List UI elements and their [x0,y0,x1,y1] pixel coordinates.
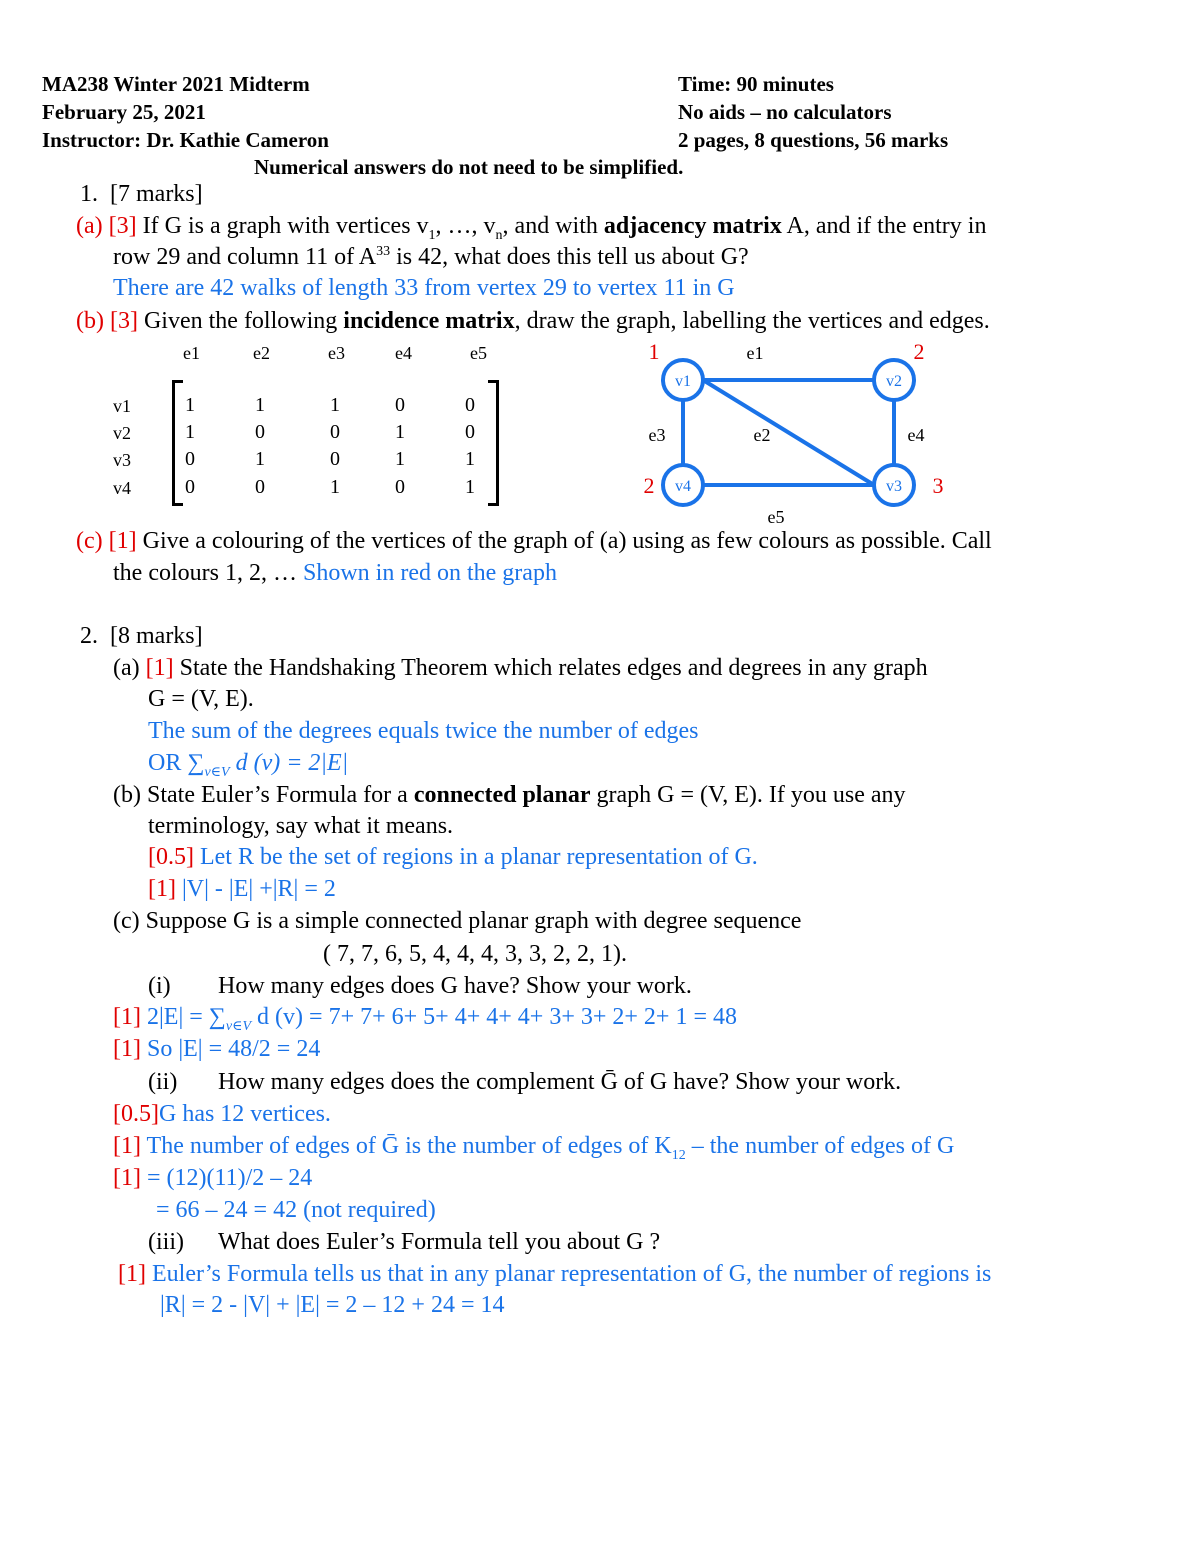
matrix-cell: 1 [330,476,340,498]
graph-drawing [630,335,960,535]
q1a-line2b: is 42, what does this tell us about G? [390,244,749,270]
q2ci-ans1-text: 2|E| = ∑ [140,1004,226,1030]
matrix-col-e5: e5 [470,343,487,363]
q2c-line1 [113,908,801,935]
q2b-bold: connected planar [413,782,591,808]
q1c-marks: [1] [108,528,137,554]
exam-aids: No aids – no calculators [678,100,892,124]
q2cii-ans3: = (12)(11)/2 – 24 [140,1165,313,1191]
q1b-text1: Given the following [143,308,344,334]
matrix-right-bracket [488,380,499,506]
q1b-marks: [3] [109,308,138,334]
q2cii-ans1: G has 12 vertices. [158,1101,331,1127]
edge-label-e3: e3 [648,425,666,445]
edge-e2 [703,380,874,485]
exam-pages: 2 pages, 8 questions, 56 marks [678,128,949,152]
q1a-text3: , and with [502,213,604,239]
matrix-row-v1: v1 [113,396,131,416]
q2a-text: State the Handshaking Theorem which relates edges and degrees in any graph [173,655,928,681]
q2ciii-text: What does Euler’s Formula tell you about G ? [218,1229,661,1255]
vertex-label-v3: v3 [886,478,902,495]
q2cii-ans2-sub: 12 [671,1147,686,1163]
matrix-cell: 0 [330,448,340,470]
q2a-line2: G = (V, E). [148,686,254,712]
q2a-ans2-tail: d (v) = 2|E| [229,750,349,776]
exam-date: February 25, 2021 [42,100,206,124]
q2a-ans2-sub: v∈V [204,764,230,780]
q1c-line2-text: the colours 1, 2, … [113,560,303,586]
colour-v1: 1 [648,339,660,364]
q1a-marks: [3] [108,213,137,239]
q1c-label: (c) [76,528,103,554]
q2ci-ans2: So |E| = 48/2 = 24 [140,1036,321,1062]
q2b-ans2-mark: [1] [148,876,176,902]
matrix-cell: 0 [395,476,405,498]
q1a-text4: A, and if the entry in [781,213,987,239]
q2a-ans2-text: OR ∑ [148,750,205,776]
q2ci-ans1-tail: d (v) = 7+ 7+ 6+ 5+ 4+ 4+ 4+ 3+ 3+ 2+ 2+ 1 = 48 [251,1004,737,1030]
q2cii-answer4: = 66 – 24 = 42 (not required) [156,1197,436,1223]
q2ci-answer2 [113,1036,320,1063]
q2ci-label: (i) [148,973,171,999]
matrix-row-v2: v2 [113,423,131,443]
matrix-row-v4: v4 [113,478,131,498]
q2b-ans1-mark: [0.5] [148,844,194,870]
q1a-line2a: row 29 and column 11 of A [113,244,377,270]
matrix-cell: 0 [185,448,195,470]
q1-heading [80,181,203,208]
q2c-text: Suppose G is a simple connected planar graph with degree sequence [145,908,802,934]
q1a-text2: , …, v [435,213,496,239]
colour-v2: 2 [913,339,925,364]
q1c-line2 [113,560,557,587]
q1a-exponent: 33 [376,244,391,259]
matrix-cell: 1 [185,394,195,416]
matrix-cell: 0 [465,394,475,416]
q1b-line [76,308,990,335]
q1b-text2: , draw the graph, labelling the vertices and edges. [514,308,990,334]
q2ci-ans2-mark: [1] [113,1036,141,1062]
q2b-text2: graph G = (V, E). If you use any [590,782,906,808]
q2ciii-answer2: |R| = 2 - |V| + |E| = 2 – 12 + 24 = 14 [160,1292,505,1318]
edge-label-e5: e5 [767,507,785,527]
q2ci-answer1 [113,1004,737,1035]
matrix-cell: 0 [255,476,265,498]
q1-number: 1. [80,181,98,207]
q1c-text: Give a colouring of the vertices of the graph of (a) using as few colours as possible. Call [142,528,992,554]
matrix-cell: 1 [255,448,265,470]
q2b-line2: terminology, say what it means. [148,813,454,839]
q2cii-label: (ii) [148,1069,178,1095]
q2ci-text: How many edges does G have? Show your work. [218,973,692,999]
edge-label-e2: e2 [753,425,771,445]
matrix-cell: 1 [465,448,475,470]
q2cii-text: How many edges does the complement Ḡ of G have? Show your work. [218,1069,902,1095]
matrix-col-e3: e3 [328,343,345,363]
q2cii-ans2-text: The number of edges of Ḡ is the number of edges of K [140,1133,672,1159]
q1a-answer: There are 42 walks of length 33 from vertex 29 to vertex 11 in G [113,275,735,301]
q2ciii-ans1: Euler’s Formula tells us that in any planar representation of G, the number of regions is [145,1261,992,1287]
q1a-line1: (a) [3] If G is a graph with vertices $v_1$, …, $v_n$, and with adjacency matrix A, and if the entry in [76,213,987,243]
q2cii-answer2 [113,1133,954,1164]
colour-v3: 3 [932,473,944,498]
q2a-answer2 [148,750,348,781]
matrix-cell: 0 [395,394,405,416]
q1c-answer: Shown in red on the graph [302,560,557,586]
q2b-line1 [113,782,906,809]
q2b-text1: State Euler’s Formula for a [146,782,414,808]
matrix-cell: 1 [330,394,340,416]
matrix-cell: 0 [465,421,475,443]
edge-label-e1: e1 [746,343,764,363]
vertex-label-v4: v4 [675,478,691,495]
exam-note: Numerical answers do not need to be simplified. [254,155,684,179]
matrix-col-e2: e2 [253,343,270,363]
exam-title: MA238 Winter 2021 Midterm [42,72,310,96]
q2-number: 2. [80,623,98,649]
vertex-label-v2: v2 [886,373,902,390]
q2a-label: (a) [113,655,140,681]
matrix-col-e4: e4 [395,343,412,363]
matrix-cell: 0 [185,476,195,498]
q2b-ans1: Let R be the set of regions in a planar representation of G. [193,844,758,870]
matrix-cell: 1 [395,448,405,470]
q2ci-ans1-mark: [1] [113,1004,141,1030]
q1a-bold: adjacency matrix [603,213,782,239]
q2a-line1 [113,655,928,682]
q1b-label: (b) [76,308,104,334]
q2ciii-answer1 [118,1261,991,1288]
vertex-label-v1: v1 [675,373,691,390]
exam-instructor: Instructor: Dr. Kathie Cameron [42,128,329,152]
q2ciii-ans-mark: [1] [118,1261,146,1287]
q1b-bold: incidence matrix [343,308,515,334]
q2a-answer1: The sum of the degrees equals twice the number of edges [148,718,699,744]
q2c-sequence: ( 7, 7, 6, 5, 4, 4, 4, 3, 3, 2, 2, 1). [323,941,627,967]
matrix-cell: 1 [465,476,475,498]
q1a-text1: If G is a graph with vertices v [142,213,429,239]
matrix-cell: 0 [255,421,265,443]
q2b-answer2 [148,876,336,903]
q2cii-answer3 [113,1165,312,1192]
q2ci-ans1-sub: v∈V [225,1018,252,1034]
q2cii-ans2-mark: [1] [113,1133,141,1159]
colour-v4: 2 [643,473,655,498]
q1a-label: (a) [76,213,103,239]
edge-label-e4: e4 [907,425,925,445]
matrix-col-e1: e1 [183,343,200,363]
matrix-cell: 1 [185,421,195,443]
q1a-line2 [113,244,749,271]
q1c-line1 [76,528,992,555]
q2b-ans2: |V| - |E| +|R| = 2 [175,876,336,902]
q2a-marks: [1] [145,655,174,681]
q1-marks: [7 marks] [110,181,203,207]
q2cii-ans1-mark: [0.5] [113,1101,159,1127]
q2b-answer1 [148,844,758,871]
q2-heading [80,623,203,650]
matrix-cell: 1 [255,394,265,416]
q2b-label: (b) [113,782,141,808]
q2c-label: (c) [113,908,140,934]
matrix-cell: 1 [395,421,405,443]
q2cii-ans3-mark: [1] [113,1165,141,1191]
exam-time: Time: 90 minutes [678,72,834,96]
q2cii-answer1 [113,1101,331,1128]
matrix-row-v3: v3 [113,450,131,470]
q2cii-ans2-tail: – the number of edges of G [685,1133,955,1159]
q2-marks: [8 marks] [110,623,203,649]
q2ciii-label: (iii) [148,1229,184,1255]
matrix-cell: 0 [330,421,340,443]
